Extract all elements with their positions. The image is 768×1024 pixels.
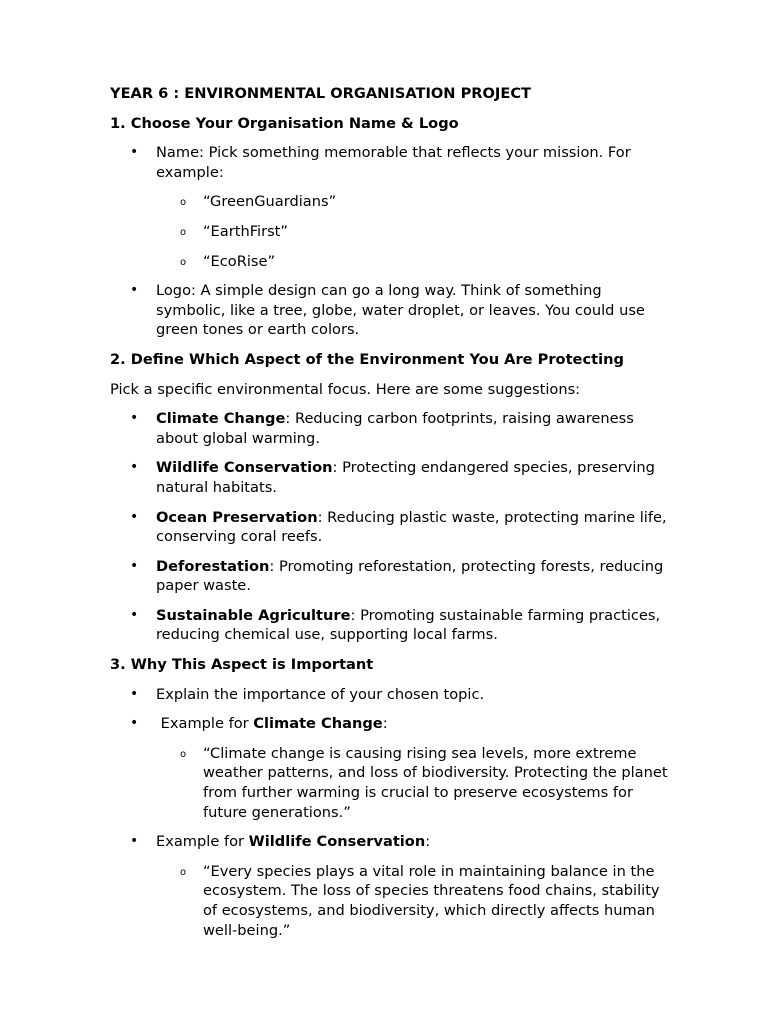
sub-bullet-icon: o bbox=[180, 748, 187, 760]
logo-item-text: Logo: A simple design can go a long way. Think of something symbolic, like a tree, globe, water droplet, or leaves. You could use green tones or earth colors. bbox=[156, 282, 645, 339]
document-title: YEAR 6 : ENVIRONMENTAL ORGANISATION PROJECT bbox=[110, 85, 531, 102]
list-item bbox=[110, 508, 670, 547]
section-2-list bbox=[110, 409, 670, 645]
example-quote: “Every species plays a vital role in maintaining balance in the ecosystem. The loss of species threatens food chains, stability of ecosystems, and biodiversity, which directly affects human well-being.” bbox=[203, 862, 660, 939]
focus-description: : Reducing plastic waste, protecting marine life, conserving coral reefs. bbox=[156, 508, 667, 546]
sub-bullet-icon: o bbox=[180, 226, 187, 238]
name-example-text: “GreenGuardians” bbox=[203, 193, 337, 211]
sub-bullet-icon: o bbox=[180, 197, 187, 209]
bullet-icon: • bbox=[130, 833, 139, 850]
bullet-icon: • bbox=[130, 606, 139, 623]
example-prefix: Example for bbox=[156, 715, 254, 733]
section-1-heading: 1. Choose Your Organisation Name & Logo bbox=[110, 114, 459, 132]
list-item bbox=[110, 409, 670, 448]
focus-description: : Protecting endangered species, preserving natural habitats. bbox=[156, 459, 655, 496]
example-quote: “Climate change is causing rising sea levels, more extreme weather patterns, and loss of biodiversity. Protecting the planet from further warming is crucial to preserve ecosystems for future generations.” bbox=[203, 744, 668, 821]
bullet-icon: • bbox=[130, 508, 139, 525]
section-1-list bbox=[110, 143, 670, 340]
example-term: Wildlife Conservation bbox=[248, 833, 426, 851]
section-3-heading: 3. Why This Aspect is Important bbox=[110, 656, 374, 674]
list-item bbox=[156, 252, 670, 272]
name-example-text: “EcoRise” bbox=[203, 252, 276, 270]
example-term: Climate Change bbox=[253, 715, 383, 733]
example-suffix: : bbox=[425, 833, 431, 851]
explain-text: Explain the importance of your chosen topic. bbox=[156, 685, 485, 703]
list-item bbox=[156, 744, 670, 822]
document-page bbox=[110, 84, 670, 950]
focus-term: Sustainable Agriculture bbox=[156, 606, 351, 624]
list-item-name bbox=[110, 143, 670, 271]
bullet-icon: • bbox=[130, 459, 139, 476]
list-item-example-climate bbox=[110, 714, 670, 822]
focus-description: : Reducing carbon footprints, raising awareness about global warming. bbox=[156, 410, 634, 447]
focus-term: Deforestation bbox=[156, 557, 270, 575]
focus-description: : Promoting reforestation, protecting forests, reducing paper waste. bbox=[156, 557, 664, 595]
list-item bbox=[110, 557, 670, 596]
example-climate-quote-list bbox=[156, 744, 670, 822]
bullet-icon: • bbox=[130, 144, 139, 161]
focus-term: Wildlife Conservation bbox=[156, 459, 333, 477]
section-2-heading: 2. Define Which Aspect of the Environment You Are Protecting bbox=[110, 350, 624, 368]
bullet-icon: • bbox=[130, 282, 139, 299]
bullet-icon: • bbox=[130, 557, 139, 574]
section-2-intro: Pick a specific environmental focus. Here are some suggestions: bbox=[110, 380, 581, 398]
list-item-explain bbox=[110, 685, 670, 705]
example-prefix: Example for bbox=[156, 833, 249, 851]
list-item-example-wildlife bbox=[110, 832, 670, 940]
name-item-text: Name: Pick something memorable that reflects your mission. For example: bbox=[156, 144, 631, 181]
name-examples-list bbox=[156, 192, 670, 271]
list-item-logo bbox=[110, 281, 670, 340]
sub-bullet-icon: o bbox=[180, 866, 187, 878]
sub-bullet-icon: o bbox=[180, 256, 187, 268]
bullet-icon: • bbox=[130, 685, 139, 702]
list-item bbox=[156, 862, 670, 940]
example-wildlife-quote-list bbox=[156, 862, 670, 940]
focus-term: Ocean Preservation bbox=[156, 508, 318, 526]
name-example-text: “EarthFirst” bbox=[203, 222, 288, 240]
list-item bbox=[110, 606, 670, 645]
example-suffix: : bbox=[382, 715, 388, 733]
list-item bbox=[110, 458, 670, 497]
focus-description: : Promoting sustainable farming practices, reducing chemical use, supporting local farms. bbox=[156, 606, 661, 644]
focus-term: Climate Change bbox=[156, 410, 286, 428]
bullet-icon: • bbox=[130, 715, 139, 732]
section-3-list bbox=[110, 685, 670, 941]
list-item bbox=[156, 192, 670, 212]
bullet-icon: • bbox=[130, 410, 139, 427]
list-item bbox=[156, 222, 670, 242]
